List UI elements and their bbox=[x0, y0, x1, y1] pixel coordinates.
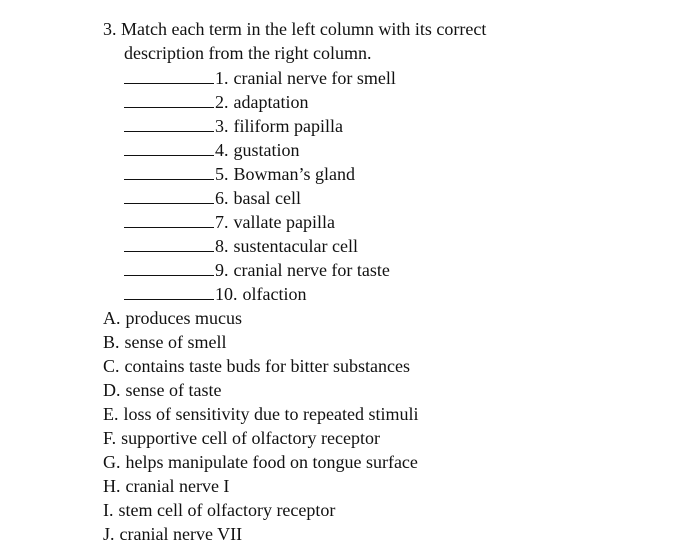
description-text: cranial nerve VII bbox=[119, 524, 243, 544]
term-text: sustentacular cell bbox=[233, 236, 358, 256]
description-letter: C. bbox=[103, 356, 120, 376]
term-number: 5. bbox=[215, 164, 229, 184]
description-row bbox=[103, 474, 663, 498]
description-text: supportive cell of olfactory receptor bbox=[121, 428, 380, 448]
description-row bbox=[103, 330, 663, 354]
description-letter: B. bbox=[103, 332, 120, 352]
question-text-line-1: Match each term in the left column with its correct bbox=[121, 19, 487, 39]
term-number: 9. bbox=[215, 260, 229, 280]
answer-blank[interactable] bbox=[124, 137, 214, 156]
question-prompt bbox=[103, 17, 683, 65]
question-line-1 bbox=[103, 17, 683, 41]
term-number: 10. bbox=[215, 284, 238, 304]
description-row bbox=[103, 522, 663, 546]
term-number: 8. bbox=[215, 236, 229, 256]
description-row bbox=[103, 426, 663, 450]
term-row bbox=[124, 209, 624, 233]
term-number: 7. bbox=[215, 212, 229, 232]
answer-blank[interactable] bbox=[124, 209, 214, 228]
description-letter: J. bbox=[103, 524, 115, 544]
description-row bbox=[103, 450, 663, 474]
term-text: filiform papilla bbox=[233, 116, 343, 136]
description-text: produces mucus bbox=[125, 308, 242, 328]
answer-blank[interactable] bbox=[124, 89, 214, 108]
description-letter: A. bbox=[103, 308, 121, 328]
description-text: sense of smell bbox=[124, 332, 227, 352]
description-letter: D. bbox=[103, 380, 121, 400]
description-row bbox=[103, 306, 663, 330]
terms-list bbox=[124, 65, 624, 305]
descriptions-list bbox=[103, 306, 663, 546]
description-text: sense of taste bbox=[125, 380, 222, 400]
term-number: 6. bbox=[215, 188, 229, 208]
term-number: 4. bbox=[215, 140, 229, 160]
description-text: contains taste buds for bitter substances bbox=[124, 356, 410, 376]
description-letter: F. bbox=[103, 428, 117, 448]
term-row bbox=[124, 257, 624, 281]
answer-blank[interactable] bbox=[124, 65, 214, 84]
answer-blank[interactable] bbox=[124, 233, 214, 252]
description-row bbox=[103, 378, 663, 402]
term-text: cranial nerve for taste bbox=[233, 260, 390, 280]
answer-blank[interactable] bbox=[124, 185, 214, 204]
description-text: loss of sensitivity due to repeated stimuli bbox=[123, 404, 419, 424]
term-row bbox=[124, 281, 624, 305]
description-letter: E. bbox=[103, 404, 119, 424]
question-text-line-2: description from the right column. bbox=[124, 43, 372, 63]
term-text: basal cell bbox=[233, 188, 301, 208]
term-row bbox=[124, 185, 624, 209]
term-number: 2. bbox=[215, 92, 229, 112]
term-text: adaptation bbox=[233, 92, 309, 112]
term-number: 1. bbox=[215, 68, 229, 88]
answer-blank[interactable] bbox=[124, 161, 214, 180]
term-text: cranial nerve for smell bbox=[233, 68, 396, 88]
description-row bbox=[103, 354, 663, 378]
term-text: olfaction bbox=[242, 284, 307, 304]
term-row bbox=[124, 137, 624, 161]
description-letter: G. bbox=[103, 452, 121, 472]
term-number: 3. bbox=[215, 116, 229, 136]
term-row bbox=[124, 89, 624, 113]
description-letter: I. bbox=[103, 500, 114, 520]
description-text: stem cell of olfactory receptor bbox=[118, 500, 336, 520]
description-text: helps manipulate food on tongue surface bbox=[125, 452, 418, 472]
term-row bbox=[124, 233, 624, 257]
answer-blank[interactable] bbox=[124, 113, 214, 132]
description-text: cranial nerve I bbox=[125, 476, 230, 496]
term-text: gustation bbox=[233, 140, 300, 160]
term-row bbox=[124, 161, 624, 185]
term-text: vallate papilla bbox=[233, 212, 335, 232]
description-row bbox=[103, 498, 663, 522]
term-text: Bowman’s gland bbox=[233, 164, 355, 184]
answer-blank[interactable] bbox=[124, 281, 214, 300]
description-letter: H. bbox=[103, 476, 121, 496]
term-row bbox=[124, 113, 624, 137]
description-row bbox=[103, 402, 663, 426]
term-row bbox=[124, 65, 624, 89]
question-number: 3. bbox=[103, 19, 117, 39]
answer-blank[interactable] bbox=[124, 257, 214, 276]
